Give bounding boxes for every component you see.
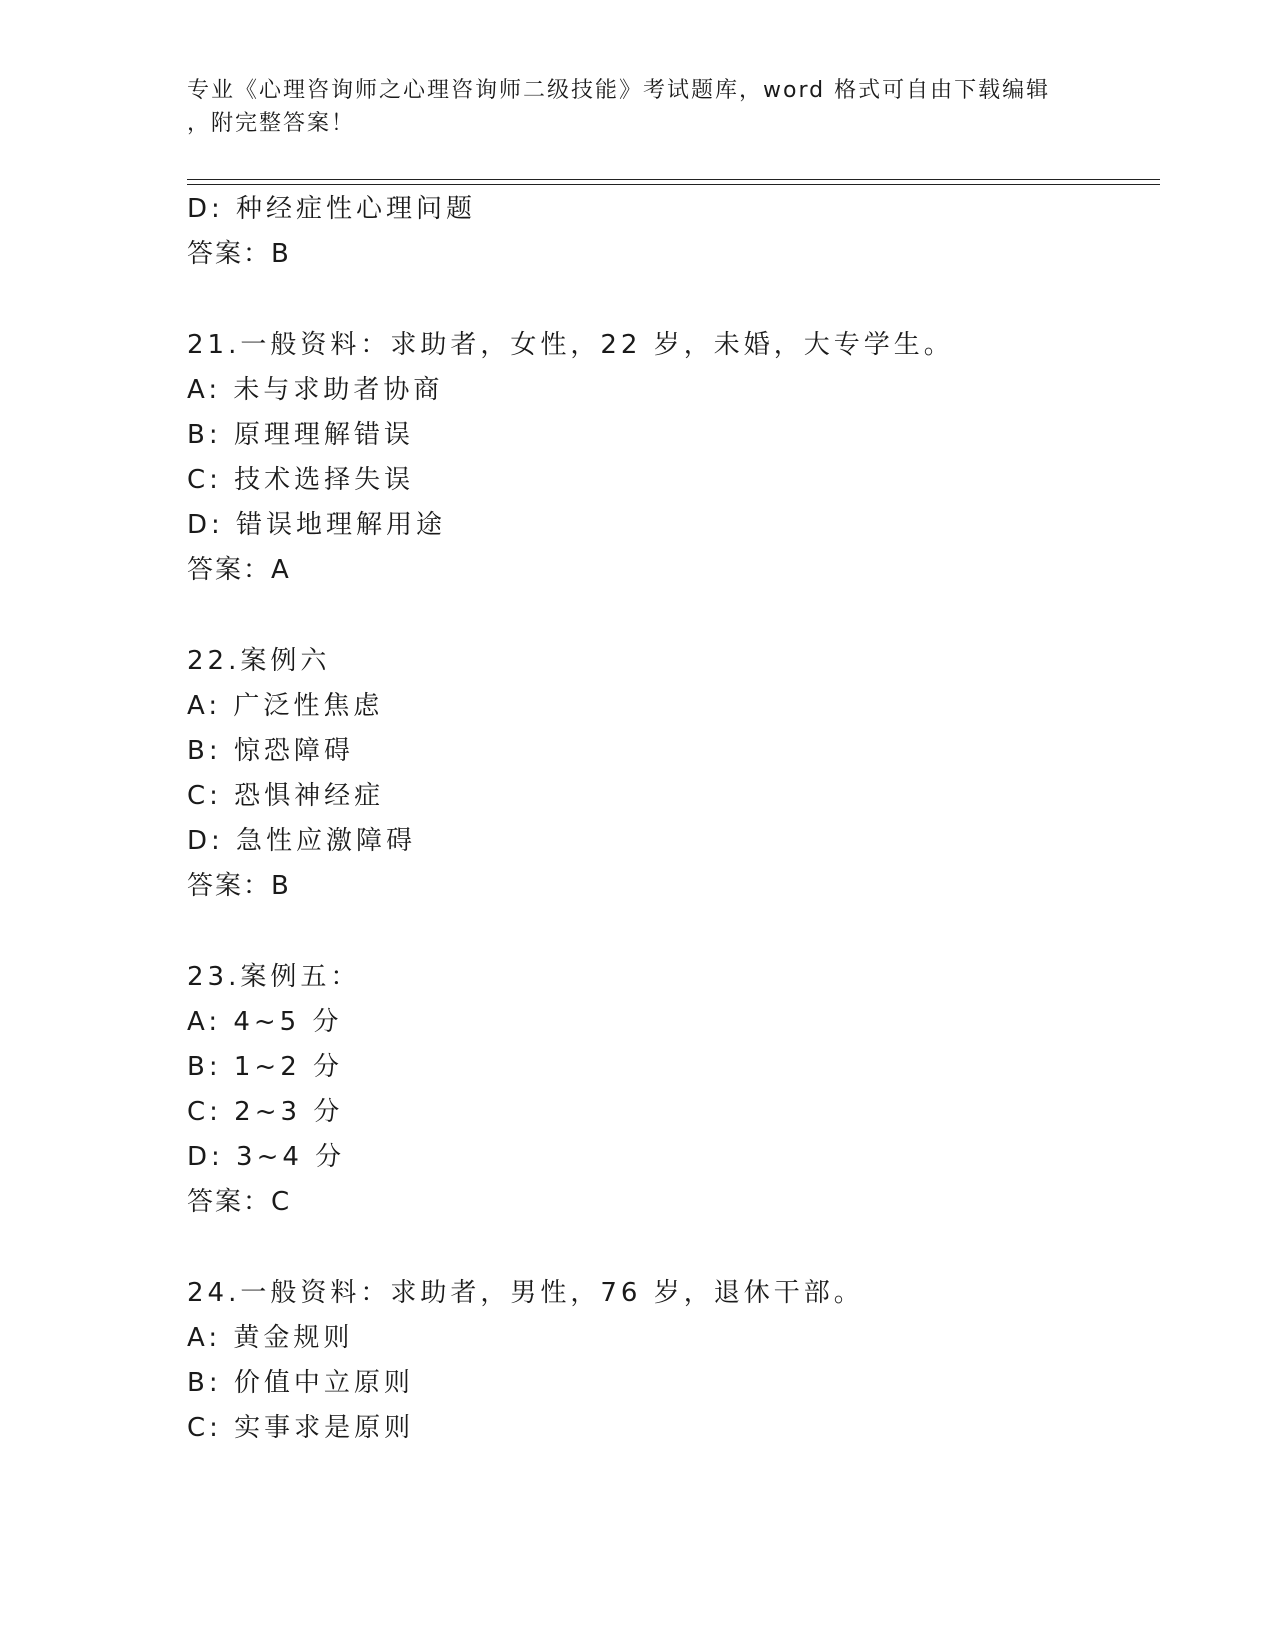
question-24-option-b: B: 价值中立原则: [187, 1368, 414, 1398]
prev-answer: 答案：B: [187, 239, 291, 269]
question-23-option-c: C: 2~3 分: [187, 1097, 344, 1127]
question-23-answer: 答案：C: [187, 1187, 292, 1217]
document-header: [187, 74, 1087, 140]
question-24-option-a: A: 黄金规则: [187, 1323, 354, 1353]
question-21-option-b: B: 原理理解错误: [187, 420, 414, 450]
question-24-stem: 24.一般资料：求助者，男性，76 岁，退休干部。: [187, 1278, 864, 1308]
question-22-answer: 答案：B: [187, 871, 291, 901]
prev-option-d: D: 种经症性心理问题: [187, 194, 477, 224]
question-21-stem: 21.一般资料：求助者，女性，22 岁，未婚，大专学生。: [187, 330, 954, 360]
question-22-option-d: D: 急性应激障碍: [187, 826, 417, 856]
question-23-stem: 23.案例五：: [187, 962, 361, 992]
question-22-stem: 22.案例六: [187, 646, 331, 676]
question-23-option-b: B: 1~2 分: [187, 1052, 343, 1082]
header-line-1: 专业《心理咨询师之心理咨询师二级技能》考试题库，word 格式可自由下载编辑: [187, 78, 1051, 103]
question-23-option-a: A: 4~5 分: [187, 1007, 343, 1037]
question-23-option-d: D: 3~4 分: [187, 1142, 346, 1172]
question-21-answer: 答案：A: [187, 555, 291, 585]
question-24-option-c: C: 实事求是原则: [187, 1413, 415, 1443]
question-22-option-a: A: 广泛性焦虑: [187, 691, 384, 721]
header-divider-top: [187, 179, 1160, 180]
question-22-option-c: C: 恐惧神经症: [187, 781, 385, 811]
question-21-option-d: D: 错误地理解用途: [187, 510, 447, 540]
question-21-option-a: A: 未与求助者协商: [187, 375, 444, 405]
question-22-option-b: B: 惊恐障碍: [187, 736, 354, 766]
question-21-option-c: C: 技术选择失误: [187, 465, 415, 495]
header-line-2: ，附完整答案！: [187, 111, 356, 136]
header-divider-bottom: [187, 184, 1160, 185]
